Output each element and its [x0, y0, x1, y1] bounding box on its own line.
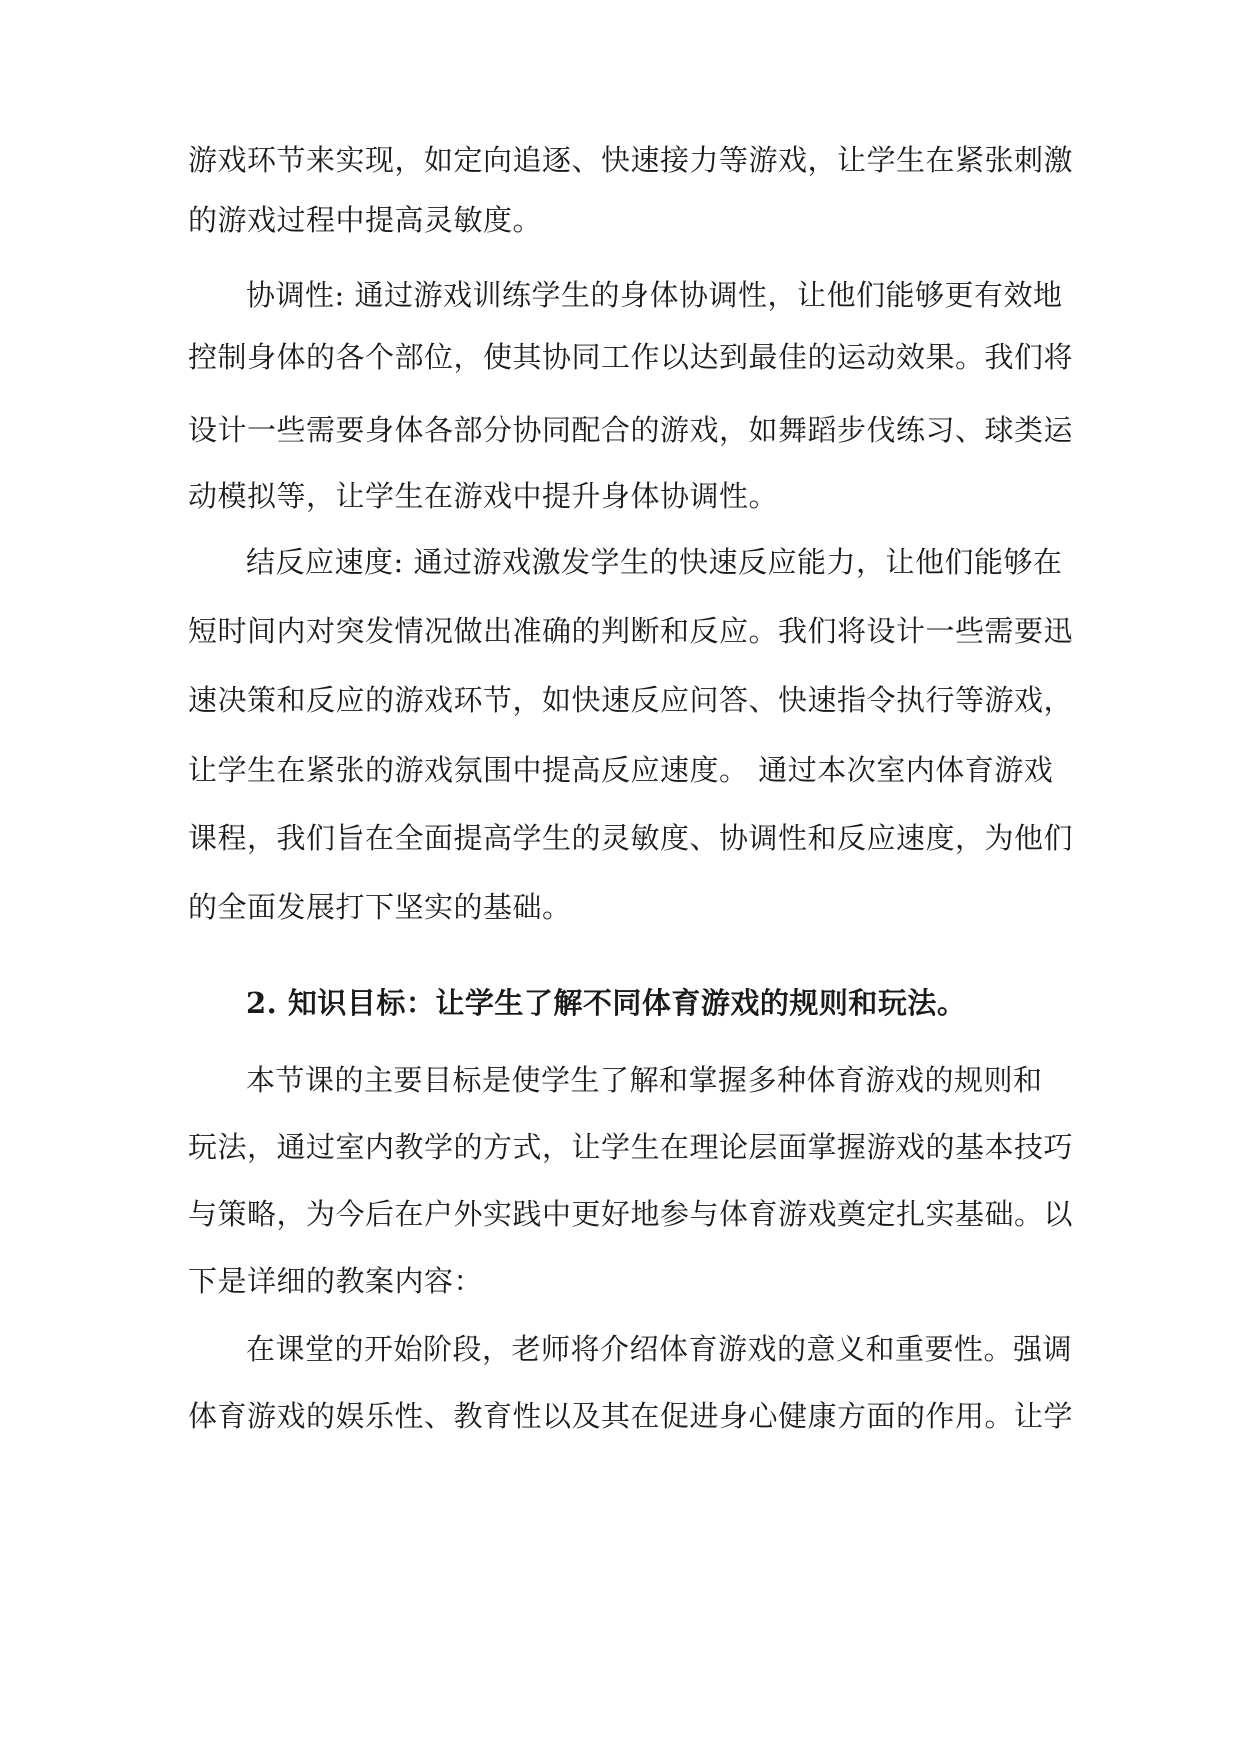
text-line-4: 控制身体的各个部位，使其协同工作以达到最佳的运动效果。我们将: [188, 340, 1074, 374]
text-line-12: 的全面发展打下坚实的基础。: [188, 890, 572, 924]
text-line-14: 本节课的主要目标是使学生了解和掌握多种体育游戏的规则和: [246, 1063, 1043, 1097]
text-line-9: 速决策和反应的游戏环节，如快速反应问答、快速指令执行等游戏，: [188, 683, 1074, 717]
text-line-1: 游戏环节来实现，如定向追逐、快速接力等游戏，让学生在紧张刺激: [188, 143, 1074, 177]
text-line-17: 下是详细的教案内容：: [188, 1264, 484, 1298]
text-line-6: 动模拟等，让学生在游戏中提升身体协调性。: [188, 479, 779, 513]
text-line-11: 课程，我们旨在全面提高学生的灵敏度、协调性和反应速度，为他们: [188, 821, 1074, 855]
text-line-3: 协调性: 通过游戏训练学生的身体协调性，让他们能够更有效地: [246, 278, 1063, 312]
text-line-15: 玩法，通过室内教学的方式，让学生在理论层面掌握游戏的基本技巧: [188, 1130, 1074, 1164]
text-line-2: 的游戏过程中提高灵敏度。: [188, 203, 543, 237]
text-line-8: 短时间内对突发情况做出准确的判断和反应。我们将设计一些需要迅: [188, 614, 1074, 648]
text-line-16: 与策略，为今后在户外实践中更好地参与体育游戏奠定扎实基础。以: [188, 1197, 1074, 1231]
section-heading: 2. 知识目标：让学生了解不同体育游戏的规则和玩法。: [246, 986, 967, 1020]
text-line-5: 设计一些需要身体各部分协同配合的游戏，如舞蹈步伐练习、球类运: [188, 413, 1074, 447]
text-line-19: 体育游戏的娱乐性、教育性以及其在促进身心健康方面的作用。让学: [188, 1399, 1074, 1433]
text-line-10: 让学生在紧张的游戏氛围中提高反应速度。 通过本次室内体育游戏: [188, 753, 1054, 787]
text-line-7: 结反应速度: 通过游戏激发学生的快速反应能力，让他们能够在: [246, 545, 1063, 579]
text-line-18: 在课堂的开始阶段，老师将介绍体育游戏的意义和重要性。强调: [246, 1332, 1073, 1366]
